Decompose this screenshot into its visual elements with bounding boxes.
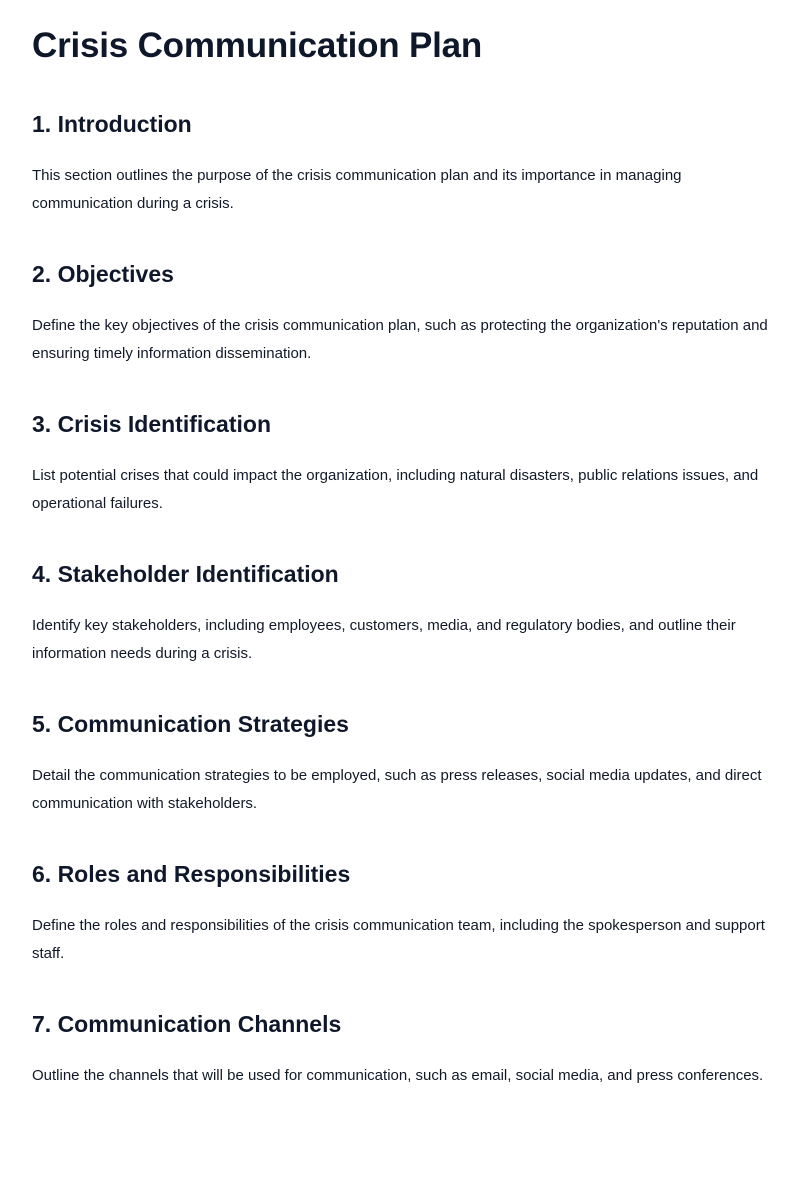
- section-body: This section outlines the purpose of the crisis communication plan and its importance in managing communication during a crisis.: [32, 167, 682, 212]
- section-roles-responsibilities: [32, 858, 768, 968]
- section-communication-channels: [32, 1008, 768, 1090]
- section-body: List potential crises that could impact the organization, including natural disasters, public relations issues, and operational failures.: [32, 467, 759, 512]
- section-body: Define the roles and responsibilities of the crisis communication team, including the spokesperson and support staff.: [32, 917, 765, 962]
- section-list: [32, 108, 768, 1090]
- section-heading: 1. Introduction: [32, 111, 192, 137]
- page-title: Crisis Communication Plan: [32, 26, 483, 65]
- section-heading: 5. Communication Strategies: [32, 711, 349, 737]
- section-objectives: [32, 258, 768, 368]
- section-body: Detail the communication strategies to be employed, such as press releases, social media updates, and direct communication with stakeholders.: [32, 767, 762, 812]
- section-heading: 6. Roles and Responsibilities: [32, 861, 351, 887]
- section-crisis-identification: [32, 408, 768, 518]
- section-heading: 7. Communication Channels: [32, 1011, 342, 1037]
- section-introduction: [32, 108, 768, 218]
- section-body: Identify key stakeholders, including employees, customers, media, and regulatory bodies, and outline their information needs during a crisis.: [32, 617, 736, 662]
- section-heading: 2. Objectives: [32, 261, 174, 287]
- section-heading: 3. Crisis Identification: [32, 411, 271, 437]
- section-body: Outline the channels that will be used for communication, such as email, social media, and press conferences.: [32, 1067, 764, 1084]
- section-stakeholder-identification: [32, 558, 768, 668]
- section-heading: 4. Stakeholder Identification: [32, 561, 339, 587]
- section-communication-strategies: [32, 708, 768, 818]
- section-body: Define the key objectives of the crisis communication plan, such as protecting the organization's reputation and ensuring timely information dissemination.: [32, 317, 768, 362]
